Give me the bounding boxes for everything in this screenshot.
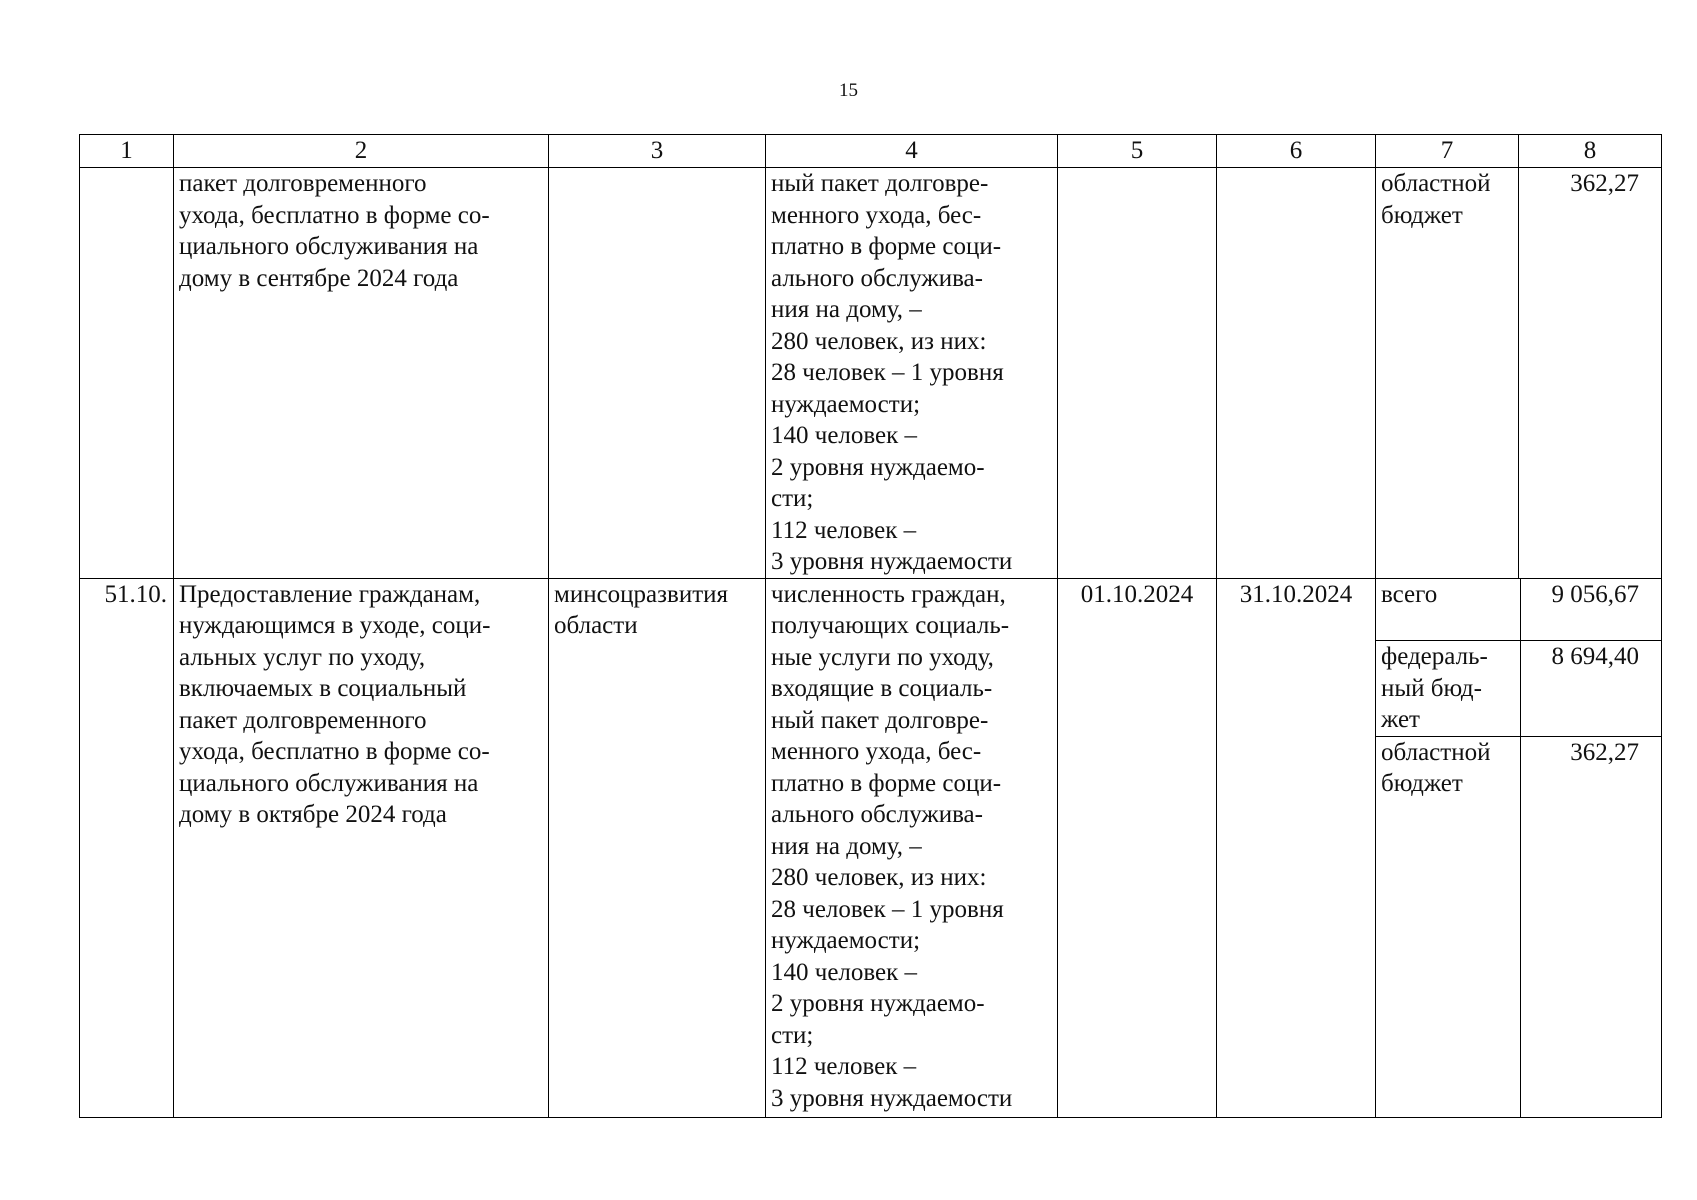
funding-source <box>1376 579 1521 641</box>
page-number: 15 <box>839 80 858 101</box>
text-line: ухода, бесплатно в форме со- <box>179 201 490 229</box>
text-line: 28 человек – 1 уровня <box>771 359 1004 386</box>
text-line: 28 человек – 1 уровня <box>771 895 1004 923</box>
text-line: областной <box>1381 170 1491 197</box>
column-number: 5 <box>1058 135 1217 168</box>
text-line: ния на дому, – <box>771 296 922 323</box>
text-line: циального обслуживания на <box>179 233 479 260</box>
column-number: 1 <box>80 135 174 168</box>
text-line: ный бюд- <box>1381 674 1482 702</box>
text-line: 112 человек – <box>771 1053 917 1080</box>
text-line: бюджет <box>1381 770 1463 797</box>
start-date: 01.10.2024 <box>1058 578 1217 1117</box>
start-date <box>1058 168 1217 579</box>
funding-row <box>1376 579 1661 641</box>
program-table <box>79 134 1662 1118</box>
funding-amount: 8 694,40 <box>1521 641 1662 737</box>
text-line: 140 человек – <box>771 422 918 449</box>
funding-source <box>1376 641 1521 737</box>
text-line: включаемых в социальный <box>179 675 467 702</box>
text-line: менного ухода, бес- <box>771 738 982 765</box>
text-line: области <box>554 612 638 639</box>
text-line: 140 человек – <box>771 958 918 986</box>
funding-row <box>1376 736 1661 1117</box>
text-line: ухода, бесплатно в форме со- <box>179 738 490 765</box>
text-line: циального обслуживания на <box>179 769 479 797</box>
text-line: 3 уровня нуждаемости <box>771 548 1013 575</box>
text-line: бюджет <box>1381 201 1463 229</box>
text-line: нуждающимся в уходе, соци- <box>179 612 491 639</box>
text-line: численность граждан, <box>771 580 1006 608</box>
text-line: нуждаемости; <box>771 390 921 418</box>
text-line: сти; <box>771 1021 814 1049</box>
text-line: ального обслужива- <box>771 264 983 292</box>
text-line: областной <box>1381 738 1491 766</box>
text-line: пакет долговременного <box>179 706 427 734</box>
text-line: ального обслужива- <box>771 801 983 828</box>
text-line: получающих социаль- <box>771 612 1010 639</box>
text-line: входящие в социаль- <box>771 675 993 702</box>
text-line: 280 человек, из них: <box>771 327 987 355</box>
funding-source <box>1376 168 1519 579</box>
measure-name <box>174 578 549 1117</box>
text-line: 2 уровня нуждаемо- <box>771 990 985 1017</box>
text-line: альных услуг по уходу, <box>179 643 426 671</box>
column-number: 7 <box>1376 135 1519 168</box>
indicator <box>766 168 1058 579</box>
funding-amount: 362,27 <box>1570 738 1639 766</box>
funding-amount: 362,27 <box>1519 168 1662 579</box>
column-number: 6 <box>1217 135 1376 168</box>
text-line: сти; <box>771 485 814 512</box>
text-line: Предоставление гражданам, <box>179 580 481 608</box>
text-line: дому в сентябре 2024 года <box>179 264 459 292</box>
text-line: платно в форме соци- <box>771 233 1002 260</box>
text-line: 3 уровня нуждаемости <box>771 1084 1013 1112</box>
text-line: минсоцразвития <box>554 580 729 608</box>
end-date <box>1217 168 1376 579</box>
funding-table <box>1376 579 1661 1117</box>
table-row <box>80 578 1662 1117</box>
indicator <box>766 578 1058 1117</box>
text-line: ные услуги по уходу, <box>771 643 994 671</box>
item-number: 51.10. <box>80 578 174 1117</box>
column-number: 8 <box>1519 135 1662 168</box>
column-number-header <box>80 135 1662 168</box>
text-line: пакет долговременного <box>179 170 427 197</box>
column-number: 4 <box>766 135 1058 168</box>
text-line: менного ухода, бес- <box>771 201 982 229</box>
funding-row <box>1376 641 1661 737</box>
text-line: федераль- <box>1381 643 1488 670</box>
funding-block <box>1376 578 1662 1117</box>
executor <box>549 168 766 579</box>
text-line: платно в форме соци- <box>771 769 1002 797</box>
text-line: ный пакет долговре- <box>771 706 989 734</box>
table-row <box>80 168 1662 579</box>
text-line: 280 человек, из них: <box>771 864 987 891</box>
text-line: 112 человек – <box>771 516 917 544</box>
funding-amount: 9 056,67 <box>1521 579 1662 641</box>
item-number <box>80 168 174 579</box>
measure-name <box>174 168 549 579</box>
funding-source <box>1376 736 1521 1117</box>
column-number: 3 <box>549 135 766 168</box>
column-number: 2 <box>174 135 549 168</box>
end-date: 31.10.2024 <box>1217 578 1376 1117</box>
text-line: всего <box>1381 580 1438 608</box>
text-line: дому в октябре 2024 года <box>179 801 447 828</box>
text-line: 2 уровня нуждаемо- <box>771 453 985 481</box>
text-line: ния на дому, – <box>771 832 922 860</box>
text-line: ный пакет долговре- <box>771 170 989 197</box>
text-line: нуждаемости; <box>771 927 921 954</box>
text-line: жет <box>1381 706 1420 733</box>
executor <box>549 578 766 1117</box>
